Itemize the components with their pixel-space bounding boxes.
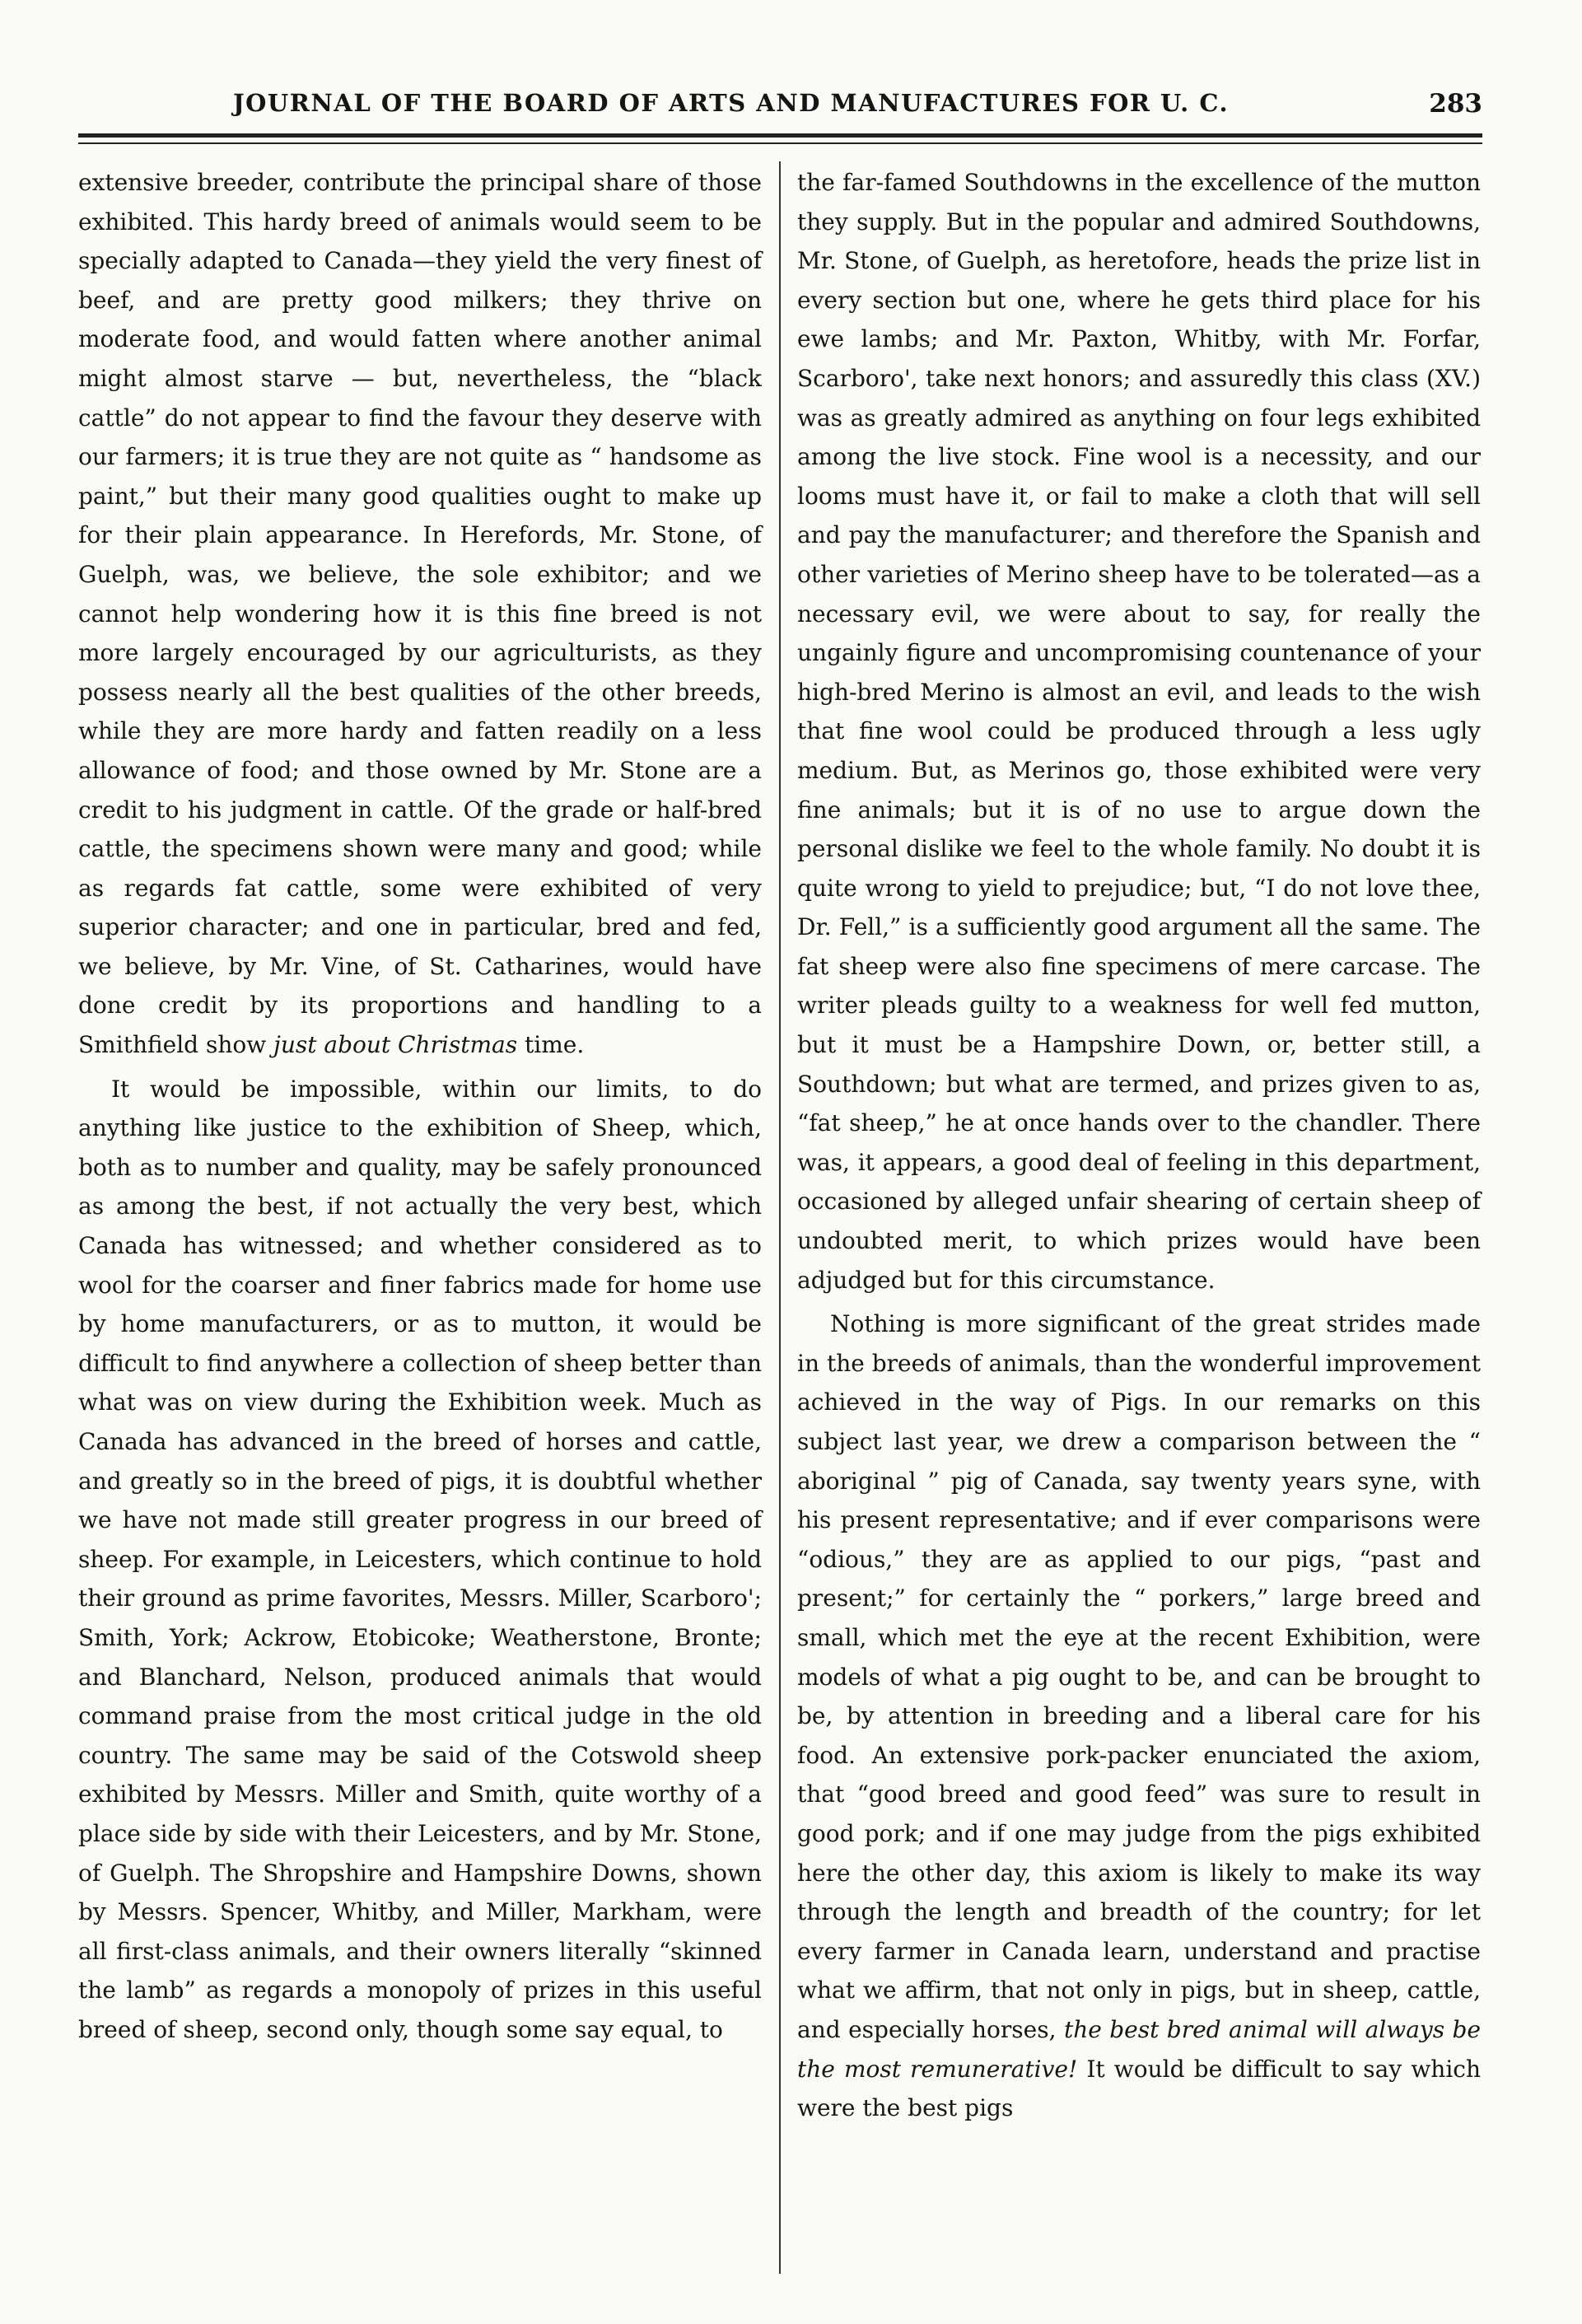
left-column: [78, 163, 762, 2050]
paragraph: the far-famed Southdowns in the excellence of the mutton they supply. But in the popular and admired Southdowns, Mr. Stone, of Guelph, as heretofore, heads the prize list in every section but one, where he gets third place for his ewe lambs; and Mr. Paxton, Whitby, with Mr. Forfar, Scarboro', take next honors; and assuredly this class (XV.) was as greatly admired as anything on four legs exhibited among the live stock. Fine wool is a necessity, and our looms must have it, or fail to make a cloth that will sell and pay the manufacturer; and therefore the Spanish and other varieties of Merino sheep have to be tolerated—as a necessary evil, we were about to say, for really the ungainly figure and uncompromising countenance of your high-bred Merino is almost an evil, and leads to the wish that fine wool could be produced through a less ugly medium. But, as Merinos go, those exhibited were very fine animals; but it is of no use to argue down the personal dislike we feel to the whole family. No doubt it is quite wrong to yield to prejudice; but, “I do not love thee, Dr. Fell,” is a sufficiently good argument all the same. The fat sheep were also fine specimens of mere carcase. The writer pleads guilty to a weakness for well fed mutton, but it must be a Hampshire Down, or, better still, a Southdown; but what are termed, and prizes given to as, “fat sheep,” he at once hands over to the chandler. There was, it appears, a good deal of feeling in this department, occasioned by alleged unfair shearing of certain sheep of undoubted merit, to which prizes would have been adjudged but for this circumstance.: [797, 169, 1481, 1294]
paragraph: [797, 1304, 1481, 2127]
italic-text: just about Christmas: [273, 1031, 518, 1059]
paragraph-text: time.: [524, 1031, 585, 1059]
header-rule-thin: [78, 142, 1482, 144]
page-number: 283: [1429, 89, 1482, 119]
running-title: JOURNAL OF THE BOARD OF ARTS AND MANUFACTURES FOR U. C.: [232, 89, 1230, 117]
italic-text: the best bred animal will always be the most remunerative!: [797, 2015, 1481, 2083]
paragraph: It would be impossible, within our limits, to do anything like justice to the exhibition of Sheep, which, both as to number and quality, may be safely pronounced as among the best, if not actually the very best, which Canada has witnessed; and whether considered as to wool for the coarser and finer fabrics made for home use by home manufacturers, or as to mutton, it would be difficult to find anywhere a collection of sheep better than what was on view during the Exhibition week. Much as Canada has advanced in the breed of horses and cattle, and greatly so in the breed of pigs, it is doubtful whether we have not made still greater progress in our breed of sheep. For example, in Leicesters, which continue to hold their ground as prime favorites, Messrs. Miller, Scarboro'; Smith, York; Ackrow, Etobicoke; Weatherstone, Bronte; and Blanchard, Nelson, produced animals that would command praise from the most critical judge in the old country. The same may be said of the Cotswold sheep exhibited by Messrs. Miller and Smith, quite worthy of a place side by side with their Leicesters, and by Mr. Stone, of Guelph. The Shropshire and Hampshire Downs, shown by Messrs. Spencer, Whitby, and Miller, Markham, were all first-class animals, and their owners literally “skinned the lamb” as regards a monopoly of prizes in this useful breed of sheep, second only, though some say equal, to: [78, 1075, 762, 2043]
header-rule-thick: [78, 133, 1482, 138]
paragraph: [78, 163, 762, 1065]
right-column: [797, 163, 1481, 2128]
paragraph-text: Nothing is more significant of the great strides made in the breeds of animals, than the wonderful improvement achieved in the way of Pigs. In our remarks on this subject last year, we drew a comparison between the “ aboriginal ” pig of Canada, say twenty years syne, with his present representative; and if ever comparisons were “odious,” they are as applied to our pigs, “past and present;” for certainly the “ porkers,” large breed and small, which met the eye at the recent Exhibition, were models of what a pig ought to be, and can be brought to be, by attention in breeding and a liberal care for his food. An extensive pork-packer enunciated the axiom, that “good breed and good feed” was sure to result in good pork; and if one may judge from the pigs exhibited here the other day, this axiom is likely to make its way through the length and breadth of the country; for let every farmer in Canada learn, understand and practise what we affirm, that not only in pigs, but in sheep, cattle, and especially horses,: [797, 1310, 1481, 2043]
page-header: [78, 82, 1482, 132]
column-divider: [779, 161, 781, 2274]
paragraph-text: It would be difficult to say which were the best pigs: [797, 2055, 1481, 2122]
paragraph-text: extensive breeder, contribute the principal share of those exhibited. This hardy breed of animals would seem to be specially adapted to Canada—they yield the very finest of beef, and are pretty good milkers; they thrive on moderate food, and would fatten where another animal might almost starve — but, nevertheless, the “black cattle” do not appear to find the favour they deserve with our farmers; it is true they are not quite as “ handsome as paint,” but their many good qualities ought to make up for their plain appearance. In Herefords, Mr. Stone, of Guelph, was, we believe, the sole exhibitor; and we cannot help wondering how it is this fine breed is not more largely encouraged by our agriculturists, as they possess nearly all the best qualities of the other breeds, while they are more hardy and fatten readily on a less allowance of food; and those owned by Mr. Stone are a credit to his judgment in cattle. Of the grade or half-bred cattle, the specimens shown were many and good; while as regards fat cattle, some were exhibited of very superior character; and one in particular, bred and fed, we believe, by Mr. Vine, of St. Catharines, would have done credit by its proportions and handling to a Smithfield show: [78, 169, 762, 1059]
